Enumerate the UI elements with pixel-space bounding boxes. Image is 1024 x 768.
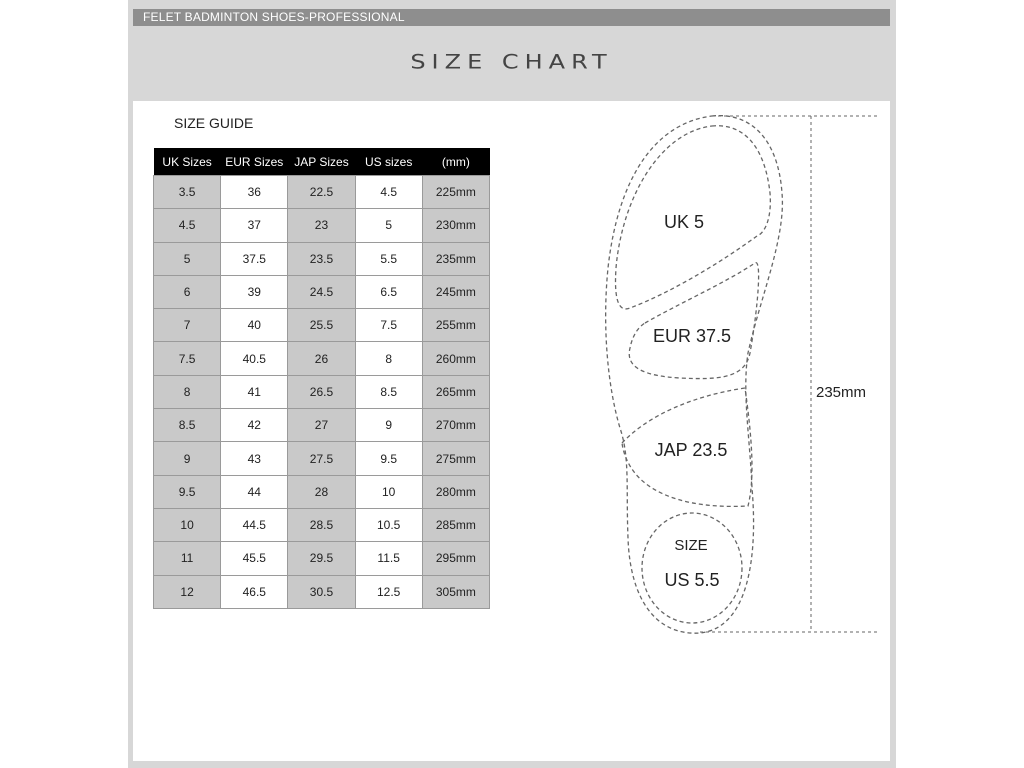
cell-us: 5 bbox=[355, 209, 422, 242]
cell-jap: 23.5 bbox=[288, 242, 355, 275]
cell-us: 10.5 bbox=[355, 508, 422, 541]
cell-mm: 225mm bbox=[422, 176, 489, 209]
jap-label: JAP 23.5 bbox=[654, 440, 728, 460]
cell-uk: 4.5 bbox=[154, 209, 221, 242]
cell-uk: 10 bbox=[154, 508, 221, 541]
us-label: US 5.5 bbox=[664, 570, 720, 590]
cell-jap: 26.5 bbox=[288, 375, 355, 408]
cell-eur: 42 bbox=[221, 409, 288, 442]
cell-jap: 22.5 bbox=[288, 176, 355, 209]
cell-mm: 230mm bbox=[422, 209, 489, 242]
cell-eur: 37 bbox=[221, 209, 288, 242]
cell-eur: 40 bbox=[221, 309, 288, 342]
cell-mm: 270mm bbox=[422, 409, 489, 442]
cell-uk: 8 bbox=[154, 375, 221, 408]
length-label: 235mm bbox=[815, 384, 867, 401]
col-us-header: US sizes bbox=[355, 148, 422, 176]
cell-uk: 6 bbox=[154, 275, 221, 308]
cell-mm: 255mm bbox=[422, 309, 489, 342]
table-row bbox=[154, 475, 490, 508]
cell-uk: 5 bbox=[154, 242, 221, 275]
cell-uk: 7 bbox=[154, 309, 221, 342]
table-row bbox=[154, 242, 490, 275]
heel-circle bbox=[642, 513, 742, 623]
col-uk-header: UK Sizes bbox=[154, 148, 221, 176]
cell-uk: 8.5 bbox=[154, 409, 221, 442]
cell-eur: 44.5 bbox=[221, 508, 288, 541]
cell-mm: 275mm bbox=[422, 442, 489, 475]
cell-uk: 9 bbox=[154, 442, 221, 475]
cell-eur: 43 bbox=[221, 442, 288, 475]
cell-jap: 28.5 bbox=[288, 508, 355, 541]
col-eur-header: EUR Sizes bbox=[221, 148, 288, 176]
cell-mm: 235mm bbox=[422, 242, 489, 275]
cell-mm: 260mm bbox=[422, 342, 489, 375]
table-header-row bbox=[154, 148, 490, 176]
cell-jap: 26 bbox=[288, 342, 355, 375]
cell-mm: 305mm bbox=[422, 575, 489, 608]
page-title: SIZE CHART bbox=[410, 50, 613, 74]
cell-jap: 27.5 bbox=[288, 442, 355, 475]
table-row bbox=[154, 375, 490, 408]
table-row bbox=[154, 409, 490, 442]
table-row bbox=[154, 275, 490, 308]
cell-us: 7.5 bbox=[355, 309, 422, 342]
cell-uk: 7.5 bbox=[154, 342, 221, 375]
brand-bar: FELET BADMINTON SHOES-PROFESSIONAL bbox=[133, 9, 890, 26]
cell-uk: 9.5 bbox=[154, 475, 221, 508]
cell-eur: 36 bbox=[221, 176, 288, 209]
cell-eur: 40.5 bbox=[221, 342, 288, 375]
cell-jap: 24.5 bbox=[288, 275, 355, 308]
sole-outline bbox=[606, 116, 783, 634]
table-row bbox=[154, 542, 490, 575]
cell-us: 9 bbox=[355, 409, 422, 442]
cell-uk: 3.5 bbox=[154, 176, 221, 209]
cell-us: 5.5 bbox=[355, 242, 422, 275]
eur-section bbox=[629, 263, 758, 379]
cell-jap: 29.5 bbox=[288, 542, 355, 575]
cell-uk: 11 bbox=[154, 542, 221, 575]
size-guide-label: SIZE GUIDE bbox=[174, 115, 254, 131]
size-table bbox=[153, 148, 490, 609]
table-row bbox=[154, 209, 490, 242]
cell-jap: 30.5 bbox=[288, 575, 355, 608]
cell-us: 11.5 bbox=[355, 542, 422, 575]
col-jap-header: JAP Sizes bbox=[288, 148, 355, 176]
cell-jap: 28 bbox=[288, 475, 355, 508]
eur-label: EUR 37.5 bbox=[652, 326, 732, 346]
cell-mm: 265mm bbox=[422, 375, 489, 408]
cell-us: 4.5 bbox=[355, 176, 422, 209]
uk-label: UK 5 bbox=[663, 212, 705, 232]
table-row bbox=[154, 176, 490, 209]
cell-eur: 46.5 bbox=[221, 575, 288, 608]
table-row bbox=[154, 508, 490, 541]
cell-eur: 45.5 bbox=[221, 542, 288, 575]
cell-mm: 280mm bbox=[422, 475, 489, 508]
col-mm-header: (mm) bbox=[422, 148, 489, 176]
table-row bbox=[154, 309, 490, 342]
table-row bbox=[154, 575, 490, 608]
cell-us: 8.5 bbox=[355, 375, 422, 408]
cell-mm: 245mm bbox=[422, 275, 489, 308]
table-row bbox=[154, 442, 490, 475]
cell-jap: 25.5 bbox=[288, 309, 355, 342]
table-row bbox=[154, 342, 490, 375]
cell-uk: 12 bbox=[154, 575, 221, 608]
cell-us: 12.5 bbox=[355, 575, 422, 608]
cell-us: 9.5 bbox=[355, 442, 422, 475]
cell-jap: 23 bbox=[288, 209, 355, 242]
cell-us: 10 bbox=[355, 475, 422, 508]
cell-jap: 27 bbox=[288, 409, 355, 442]
cell-us: 8 bbox=[355, 342, 422, 375]
cell-mm: 285mm bbox=[422, 508, 489, 541]
sole-diagram bbox=[600, 108, 885, 643]
cell-eur: 41 bbox=[221, 375, 288, 408]
cell-us: 6.5 bbox=[355, 275, 422, 308]
cell-eur: 37.5 bbox=[221, 242, 288, 275]
cell-mm: 295mm bbox=[422, 542, 489, 575]
size-word-label: SIZE bbox=[674, 537, 708, 554]
cell-eur: 44 bbox=[221, 475, 288, 508]
cell-eur: 39 bbox=[221, 275, 288, 308]
